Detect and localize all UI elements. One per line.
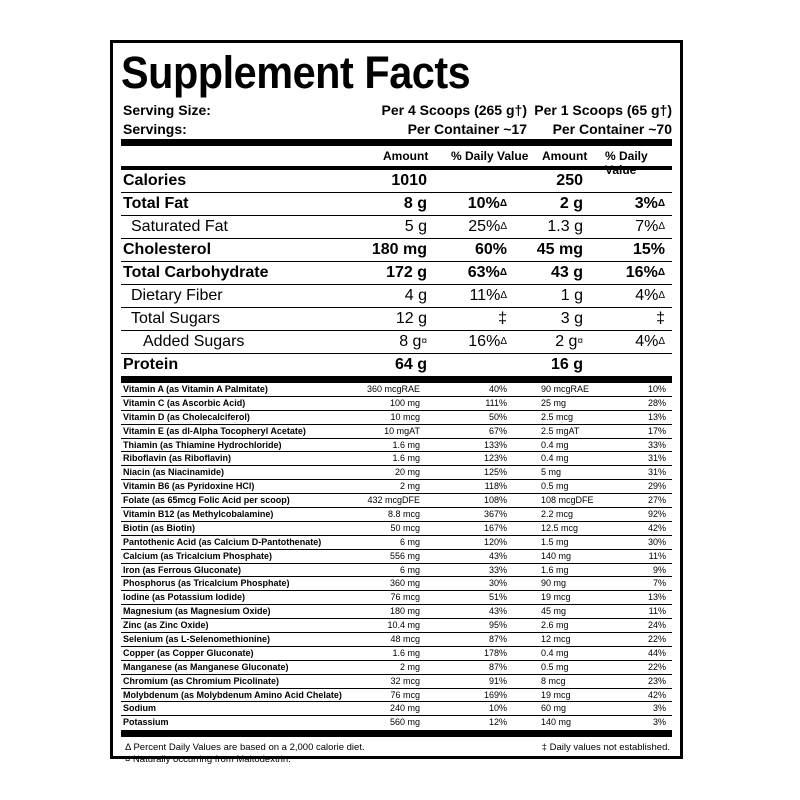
vitamin-row <box>121 383 672 397</box>
nutrient-name: Zinc (as Zinc Oxide) <box>123 620 209 631</box>
col2-amount: 1.6 mg <box>541 564 569 575</box>
col2-amount-text: 3 g <box>560 310 583 327</box>
col1-daily-value: 367% <box>483 509 507 520</box>
col2-daily-value: 3% <box>652 717 666 728</box>
serving-size-label: Serving Size: <box>123 102 211 118</box>
col2-dv-header: % Daily Value <box>605 149 648 177</box>
col1-amount: 48 mcg <box>390 634 420 645</box>
col1-daily-value: 120% <box>483 536 507 547</box>
col1-daily-value: 12% <box>488 717 507 728</box>
macro-row <box>121 285 672 308</box>
footnote-symbol: ¤ <box>421 336 427 347</box>
col2-daily-value: 3% <box>652 703 666 714</box>
col2-amount <box>547 216 583 238</box>
col2-amount <box>561 285 583 307</box>
nutrient-name: Saturated Fat <box>131 218 228 235</box>
nutrient-name: Total Sugars <box>131 310 220 327</box>
col1-amount-text: 4 g <box>404 287 427 304</box>
vitamin-row <box>121 397 672 411</box>
col1-daily-value: 111% <box>485 397 507 408</box>
footnote-symbol: Δ <box>657 198 665 209</box>
col2-amount-text: 16 g <box>550 356 583 373</box>
vitamin-mineral-list <box>121 383 672 730</box>
col2-amount: 2.2 mcg <box>541 509 574 520</box>
col1-amount: 76 mcg <box>390 689 420 700</box>
col1-daily-value: 87% <box>488 634 507 645</box>
col2-amount: 2.5 mcg <box>541 411 574 422</box>
col1-amount: 6 mg <box>399 536 420 547</box>
col2-amount: 0.5 mg <box>541 481 569 492</box>
nutrient-name: Thiamin (as Thiamine Hydrochloride) <box>123 439 282 450</box>
col1-amount <box>386 262 427 284</box>
col2-amount: 5 mg <box>541 467 562 478</box>
nutrient-name: Potassium <box>123 717 169 728</box>
col1-daily-value: 118% <box>484 481 507 492</box>
col1-amount: 10 mgAT <box>384 425 420 436</box>
vitamin-row <box>121 702 672 716</box>
nutrient-name: Magnesium (as Magnesium Oxide) <box>123 606 271 617</box>
col2-daily-value: 29% <box>647 481 666 492</box>
vitamin-row <box>121 619 672 633</box>
col1-amount: 556 mg <box>389 550 420 561</box>
col1-serving-size: Per 4 Scoops (265 g†) <box>381 102 527 118</box>
col1-daily-value: 95% <box>488 620 507 631</box>
col1-amount <box>405 285 427 307</box>
col2-daily-value <box>633 239 665 261</box>
col1-amount: 10.4 mg <box>387 620 420 631</box>
macro-row <box>121 170 672 193</box>
col2-amount: 1.5 mg <box>541 536 569 547</box>
footnote-symbol: ¤ <box>577 336 583 347</box>
nutrient-name: Selenium (as L-Selenomethionine) <box>123 634 271 645</box>
col2-daily-value: 33% <box>647 439 666 450</box>
nutrient-name: Folate (as 65mcg Folic Acid per scoop) <box>123 495 290 506</box>
vitamin-row <box>121 439 672 453</box>
col1-daily-value-text: 11% <box>469 287 501 304</box>
nutrient-name: Added Sugars <box>143 333 245 350</box>
footnote-symbol: Δ <box>499 267 507 278</box>
nutrient-name: Phosphorus (as Tricalcium Phosphate) <box>123 578 290 589</box>
col2-amount: 90 mg <box>541 578 567 589</box>
col1-daily-value <box>469 285 507 307</box>
nutrient-name: Chromium (as Chromium Picolinate) <box>123 675 280 686</box>
col1-amount: 432 mcgDFE <box>367 495 420 506</box>
col2-amount-text: 45 mg <box>536 241 583 258</box>
col1-daily-value: 33% <box>488 564 507 575</box>
col1-amount: 8.8 mcg <box>387 509 420 520</box>
col2-daily-value: 31% <box>647 453 666 464</box>
col2-daily-value <box>656 308 665 330</box>
nutrient-name: Total Fat <box>123 195 189 212</box>
col1-daily-value: 43% <box>488 550 507 561</box>
nutrient-name: Vitamin D (as Cholecalciferol) <box>123 411 250 422</box>
col1-daily-value <box>475 239 507 261</box>
vitamin-row <box>121 661 672 675</box>
col2-daily-value: 92% <box>647 509 666 520</box>
macro-row <box>121 331 672 354</box>
col2-daily-value: 28% <box>647 397 666 408</box>
footnote-symbol: Δ <box>658 336 665 347</box>
col2-amount: 2.5 mgAT <box>541 425 580 436</box>
nutrient-name: Vitamin B6 (as Pyridoxine HCl) <box>123 481 255 492</box>
col1-daily-value-text: 60% <box>474 241 507 258</box>
col2-daily-value-text: 4% <box>635 287 659 304</box>
vitamin-row <box>121 564 672 578</box>
col2-amount <box>551 354 583 376</box>
col2-amount-text: 1 g <box>560 287 583 304</box>
col1-daily-value: 125% <box>483 467 507 478</box>
vitamin-row <box>121 536 672 550</box>
col1-amount <box>395 354 427 376</box>
col2-daily-value-text: ‡ <box>656 310 665 327</box>
nutrient-name: Total Carbohydrate <box>123 264 269 281</box>
col1-amount: 180 mg <box>389 606 420 617</box>
col1-daily-value: 169% <box>483 689 507 700</box>
macro-row <box>121 354 672 376</box>
col2-daily-value: 31% <box>647 467 666 478</box>
col2-daily-value-text: 4% <box>635 333 659 350</box>
col2-daily-value: 13% <box>647 411 666 422</box>
col1-daily-value: 167% <box>483 522 507 533</box>
col2-daily-value-text: 15% <box>632 241 665 258</box>
col1-amount: 76 mcg <box>390 592 420 603</box>
col1-daily-value-text: ‡ <box>498 310 507 327</box>
footnote-symbol: Δ <box>658 290 665 301</box>
col1-daily-value: 178% <box>483 647 507 658</box>
dv-footnote: Δ Percent Daily Values are based on a 2,000 calorie diet. <box>125 742 365 754</box>
col2-daily-value: 17% <box>647 425 666 436</box>
col2-amount: 0.4 mg <box>541 439 569 450</box>
col1-amount-text: 180 mg <box>371 241 427 258</box>
column-header <box>121 146 672 177</box>
nutrient-name: Vitamin A (as Vitamin A Palmitate) <box>123 384 268 394</box>
nutrient-name: Calcium (as Tricalcium Phosphate) <box>123 550 273 561</box>
col1-amount: 50 mcg <box>390 522 420 533</box>
macro-row <box>121 193 672 216</box>
col1-amount <box>399 331 427 353</box>
col1-amount-header: Amount <box>383 149 429 163</box>
col1-daily-value: 108% <box>483 495 507 506</box>
col2-amount: 140 mg <box>541 717 572 728</box>
vitamin-row <box>121 605 672 619</box>
col2-daily-value: 42% <box>647 522 666 533</box>
col1-daily-value: 123% <box>483 453 507 464</box>
divider-thick <box>121 139 672 146</box>
col1-amount-text: 8 g <box>399 333 422 350</box>
supplement-facts-panel <box>110 40 683 766</box>
col2-amount <box>555 331 583 353</box>
vitamin-row <box>121 550 672 564</box>
col1-amount <box>404 193 427 215</box>
col1-amount-text: 12 g <box>395 310 427 327</box>
col2-daily-value-text: 7% <box>635 218 659 235</box>
col1-daily-value-text: 63% <box>467 264 500 281</box>
footnote-symbol: Δ <box>499 198 507 209</box>
vitamin-row <box>121 689 672 703</box>
col2-daily-value: 22% <box>647 661 666 672</box>
col2-amount: 12.5 mcg <box>541 522 579 533</box>
col1-daily-value: 133% <box>483 439 507 450</box>
vitamin-row <box>121 466 672 480</box>
col1-amount-text: 172 g <box>386 264 427 281</box>
col1-daily-value: 87% <box>488 661 507 672</box>
col2-daily-value: 7% <box>652 578 666 589</box>
vitamin-row <box>121 591 672 605</box>
nutrient-name: Vitamin E (as dl-Alpha Tocopheryl Acetate) <box>123 425 306 436</box>
natural-footnote: ¤ Naturally occurring from Maltodextrin. <box>125 754 291 766</box>
col1-daily-value: 51% <box>488 592 507 603</box>
col1-amount: 6 mg <box>399 564 420 575</box>
col1-servings: Per Container ~17 <box>407 121 527 137</box>
col1-amount: 10 mcg <box>390 411 420 422</box>
vitamin-row <box>121 508 672 522</box>
servings-label: Servings: <box>123 121 187 137</box>
col1-daily-value-text: 25% <box>468 218 501 235</box>
col2-daily-value-text: 16% <box>625 264 658 281</box>
col1-amount: 100 mg <box>389 397 420 408</box>
col2-amount: 12 mcg <box>541 634 571 645</box>
col1-daily-value <box>468 331 507 353</box>
col1-amount: 1.6 mg <box>392 453 420 464</box>
col1-amount-text: 64 g <box>394 356 427 373</box>
col2-daily-value <box>635 285 665 307</box>
col2-amount: 19 mcg <box>541 592 571 603</box>
col2-amount: 60 mg <box>541 703 567 714</box>
col2-amount-text: 2 g <box>555 333 578 350</box>
macro-row <box>121 308 672 331</box>
col1-daily-value: 50% <box>488 411 507 422</box>
vitamin-row <box>121 411 672 425</box>
vitamin-row <box>121 633 672 647</box>
vitamin-row <box>121 716 672 730</box>
col2-amount: 2.6 mg <box>541 620 569 631</box>
col2-daily-value: 23% <box>647 675 666 686</box>
col1-amount <box>405 216 427 238</box>
footnote-symbol: Δ <box>500 221 507 232</box>
nutrient-name: Biotin (as Biotin) <box>123 522 195 533</box>
nutrient-name: Manganese (as Manganese Gluconate) <box>123 661 289 672</box>
col2-amount-text: 2 g <box>559 195 583 212</box>
col1-daily-value <box>468 216 507 238</box>
nutrient-name: Protein <box>123 356 179 373</box>
col2-amount: 108 mcgDFE <box>541 495 594 506</box>
vitamin-row <box>121 425 672 439</box>
col2-daily-value: 42% <box>647 689 666 700</box>
footnote-symbol: Δ <box>500 336 507 347</box>
col1-daily-value-text: 10% <box>467 195 500 212</box>
nutrient-name: Niacin (as Niacinamide) <box>123 467 225 478</box>
col1-amount: 360 mg <box>389 578 420 589</box>
panel-title: Supplement Facts <box>121 47 471 98</box>
col2-daily-value: 13% <box>647 592 666 603</box>
col1-daily-value <box>498 308 507 330</box>
col2-serving-size: Per 1 Scoops (65 g†) <box>534 102 672 118</box>
nutrient-name: Molybdenum (as Molybdenum Amino Acid Chelate) <box>123 689 342 700</box>
col2-amount <box>537 239 583 261</box>
vitamin-row <box>121 577 672 591</box>
col2-amount: 0.4 mg <box>541 647 569 658</box>
serving-info <box>121 99 672 139</box>
col1-amount: 240 mg <box>389 703 420 714</box>
col1-amount: 20 mg <box>394 467 420 478</box>
col2-amount <box>560 193 583 215</box>
col2-daily-value: 24% <box>647 620 666 631</box>
col2-daily-value: 11% <box>648 550 666 561</box>
col1-daily-value <box>468 193 507 215</box>
col2-amount: 8 mcg <box>541 675 566 686</box>
nutrient-name: Riboflavin (as Riboflavin) <box>123 453 232 464</box>
col2-daily-value: 44% <box>647 647 666 658</box>
macro-row <box>121 239 672 262</box>
footnote-symbol: Δ <box>500 290 507 301</box>
col2-amount: 19 mcg <box>541 689 571 700</box>
col2-amount-header: Amount <box>542 149 588 163</box>
nutrient-name: Copper (as Copper Gluconate) <box>123 647 254 658</box>
col1-amount <box>396 308 427 330</box>
vitamin-row <box>121 494 672 508</box>
col2-amount: 90 mcgRAE <box>541 384 590 394</box>
col2-servings: Per Container ~70 <box>552 121 672 137</box>
col2-daily-value: 10% <box>647 384 666 394</box>
col1-amount: 1.6 mg <box>392 647 420 658</box>
col1-daily-value: 10% <box>488 703 507 714</box>
nutrient-name: Sodium <box>123 703 156 714</box>
col1-amount: 360 mcgRAE <box>366 384 420 394</box>
col1-daily-value-text: 16% <box>468 333 501 350</box>
col2-daily-value: 30% <box>647 536 666 547</box>
col2-daily-value <box>626 262 665 284</box>
col2-amount: 0.4 mg <box>541 453 569 464</box>
vitamin-row <box>121 452 672 466</box>
footnote-symbol: Δ <box>658 221 665 232</box>
col2-daily-value: 9% <box>652 564 666 575</box>
vitamin-row <box>121 675 672 689</box>
col1-amount: 32 mcg <box>390 675 420 686</box>
footnote-symbol: Δ <box>657 267 665 278</box>
col2-daily-value: 11% <box>648 606 666 617</box>
col2-daily-value <box>635 193 665 215</box>
col1-amount: 560 mg <box>389 717 420 728</box>
not-established-footnote: ‡ Daily values not established. <box>541 742 670 754</box>
col2-amount <box>551 262 583 284</box>
col1-amount: 2 mg <box>399 661 420 672</box>
col1-amount: 1.6 mg <box>392 439 420 450</box>
col1-amount-text: 8 g <box>403 195 427 212</box>
nutrient-name: Pantothenic Acid (as Calcium D-Pantothenate) <box>123 536 322 547</box>
macro-nutrients <box>121 170 672 376</box>
nutrient-name: Vitamin B12 (as Methylcobalamine) <box>123 509 274 520</box>
nutrient-name: Vitamin C (as Ascorbic Acid) <box>123 397 246 408</box>
col2-amount-text: 43 g <box>550 264 583 281</box>
nutrient-name: Iodine (as Potassium Iodide) <box>123 592 246 603</box>
nutrient-name: Cholesterol <box>123 241 212 258</box>
vitamin-row <box>121 522 672 536</box>
col2-amount <box>561 308 583 330</box>
vitamin-row <box>121 647 672 661</box>
vitamin-row <box>121 480 672 494</box>
col2-amount: 45 mg <box>541 606 567 617</box>
col1-daily-value: 43% <box>488 606 507 617</box>
col2-amount: 25 mg <box>541 397 567 408</box>
nutrient-name: Dietary Fiber <box>131 287 223 304</box>
col2-daily-value: 22% <box>647 634 666 645</box>
col2-amount: 0.5 mg <box>541 661 569 672</box>
col2-daily-value: 27% <box>647 495 666 506</box>
col1-daily-value: 91% <box>488 675 507 686</box>
col1-amount-text: 1010 <box>391 172 427 189</box>
col1-daily-value: 30% <box>488 578 507 589</box>
col2-amount <box>556 170 583 192</box>
macro-row <box>121 216 672 239</box>
col1-daily-value: 67% <box>488 425 507 436</box>
col1-amount-text: 5 g <box>404 218 427 235</box>
col2-daily-value-text: 3% <box>634 195 658 212</box>
col2-amount-text: 1.3 g <box>547 218 583 235</box>
nutrient-name: Calories <box>123 172 187 189</box>
col1-daily-value: 40% <box>488 384 507 394</box>
col1-amount: 2 mg <box>399 481 420 492</box>
col2-daily-value <box>635 216 665 238</box>
col2-amount-text: 250 <box>556 172 583 189</box>
col1-amount <box>391 170 427 192</box>
divider-thick <box>121 730 672 737</box>
divider-thick <box>121 376 672 383</box>
col2-daily-value <box>635 331 665 353</box>
nutrient-name: Iron (as Ferrous Gluconate) <box>123 564 242 575</box>
col2-amount: 140 mg <box>541 550 572 561</box>
macro-row <box>121 262 672 285</box>
col1-dv-header: % Daily Value <box>451 149 529 163</box>
col1-amount <box>372 239 427 261</box>
col1-daily-value <box>468 262 507 284</box>
